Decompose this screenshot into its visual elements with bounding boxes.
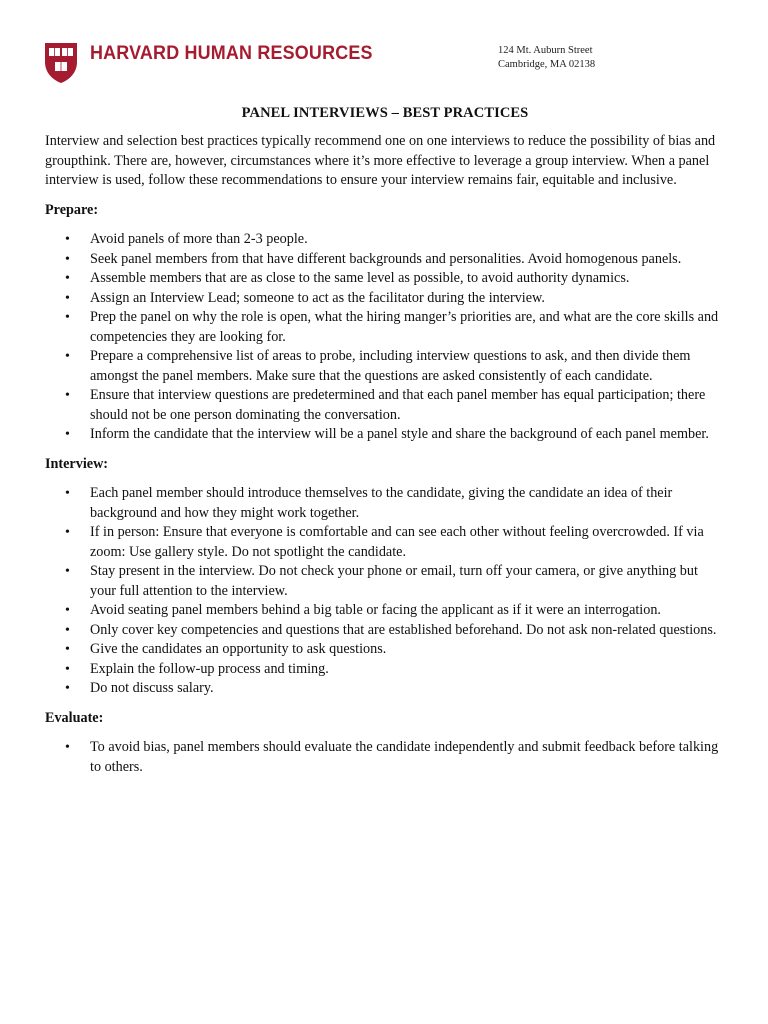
intro-paragraph: Interview and selection best practices typically recommend one on one interviews to reduce the possibility of bias and groupthink. There are, however, circumstances where it’s more effective to leverage a group interview. When a panel interview is used, follow these recommendations to ensure your interview remains fair, equitable and inclusive. (45, 133, 716, 188)
bullet-icon: • (65, 661, 70, 677)
bullet-icon: • (65, 740, 70, 755)
list-item (45, 269, 725, 289)
list-item (45, 523, 725, 562)
list-item (45, 621, 725, 641)
bullet-list (45, 230, 725, 445)
sections-container (45, 201, 725, 778)
section-heading: Interview: (45, 455, 109, 472)
list-item (45, 640, 725, 660)
list-item-text: Only cover key competencies and questions that are established beforehand. Do not ask non-related questions. (90, 621, 717, 638)
bullet-icon: • (65, 525, 70, 540)
bullet-icon: • (65, 427, 70, 442)
list-item (45, 484, 725, 523)
list-item-text: Seek panel members from that have different backgrounds and personalities. Avoid homogenous panels. (90, 250, 682, 267)
list-item (45, 562, 725, 601)
list-item (45, 230, 725, 250)
list-item (45, 679, 725, 699)
address-block (498, 44, 595, 72)
list-item-text: To avoid bias, panel members should evaluate the candidate independently and submit feedback before talking to others. (90, 739, 719, 775)
brand-name: HARVARD HUMAN RESOURCES (90, 42, 373, 64)
bullet-icon: • (65, 622, 70, 638)
bullet-icon: • (65, 290, 70, 306)
list-item-text: Prep the panel on why the role is open, what the hiring manger’s priorities are, and what are the core skills and competencies they are looking for. (90, 309, 719, 345)
list-item (45, 289, 725, 309)
bullet-icon: • (65, 642, 70, 657)
bullet-icon: • (65, 603, 70, 618)
bullet-icon: • (65, 349, 70, 364)
bullet-icon: • (65, 310, 70, 325)
list-item-text: If in person: Ensure that everyone is comfortable and can see each other without feeling overcrowded. If via zoom: Use gallery style. Do not spotlight the candidate. (90, 524, 704, 560)
bullet-icon: • (65, 232, 70, 247)
address-line-1: 124 Mt. Auburn Street (498, 45, 593, 56)
list-item-text: Prepare a comprehensive list of areas to probe, including interview questions to ask, and then divide them amongst the panel members. Make sure that the questions are asked consistently of each candidate. (90, 348, 691, 384)
list-item (45, 386, 725, 425)
list-item-text: Each panel member should introduce themselves to the candidate, giving the candidate an idea of their background and how they might work together. (90, 485, 673, 521)
list-item (45, 250, 725, 270)
list-item (45, 601, 725, 621)
list-item-text: Stay present in the interview. Do not check your phone or email, turn off your camera, or give anything but your full attention to the interview. (90, 563, 698, 599)
bullet-icon: • (65, 486, 70, 501)
list-item (45, 738, 725, 777)
harvard-shield-logo (44, 42, 78, 84)
bullet-icon: • (65, 564, 70, 579)
list-item-text: Avoid seating panel members behind a big table or facing the applicant as if it were an interrogation. (90, 602, 661, 618)
section-heading: Evaluate: (45, 709, 104, 726)
list-item (45, 347, 725, 386)
list-item-text: Assign an Interview Lead; someone to act as the facilitator during the interview. (90, 289, 545, 306)
bullet-icon: • (65, 251, 70, 267)
document-body (45, 105, 725, 787)
list-item-text: Ensure that interview questions are predetermined and that each panel member has equal participation; there should not be one person dominating the conversation. (90, 387, 706, 423)
list-item-text: Give the candidates an opportunity to ask questions. (90, 641, 387, 657)
list-item-text: Avoid panels of more than 2-3 people. (90, 231, 308, 247)
bullet-list (45, 738, 725, 777)
bullet-icon: • (65, 271, 70, 286)
list-item (45, 660, 725, 680)
page-header (0, 0, 768, 100)
list-item-text: Explain the follow-up process and timing. (90, 660, 329, 677)
list-item-text: Do not discuss salary. (90, 680, 214, 696)
list-item (45, 308, 725, 347)
bullet-icon: • (65, 681, 70, 696)
list-item-text: Assemble members that are as close to the same level as possible, to avoid authority dynamics. (90, 270, 630, 286)
section-heading: Prepare: (45, 201, 99, 218)
address-line-2: Cambridge, MA 02138 (498, 59, 596, 70)
list-item-text: Inform the candidate that the interview will be a panel style and share the background of each panel member. (90, 426, 709, 442)
bullet-icon: • (65, 388, 70, 403)
bullet-list (45, 484, 725, 699)
document-title: PANEL INTERVIEWS – BEST PRACTICES (241, 105, 529, 121)
list-item (45, 425, 725, 445)
